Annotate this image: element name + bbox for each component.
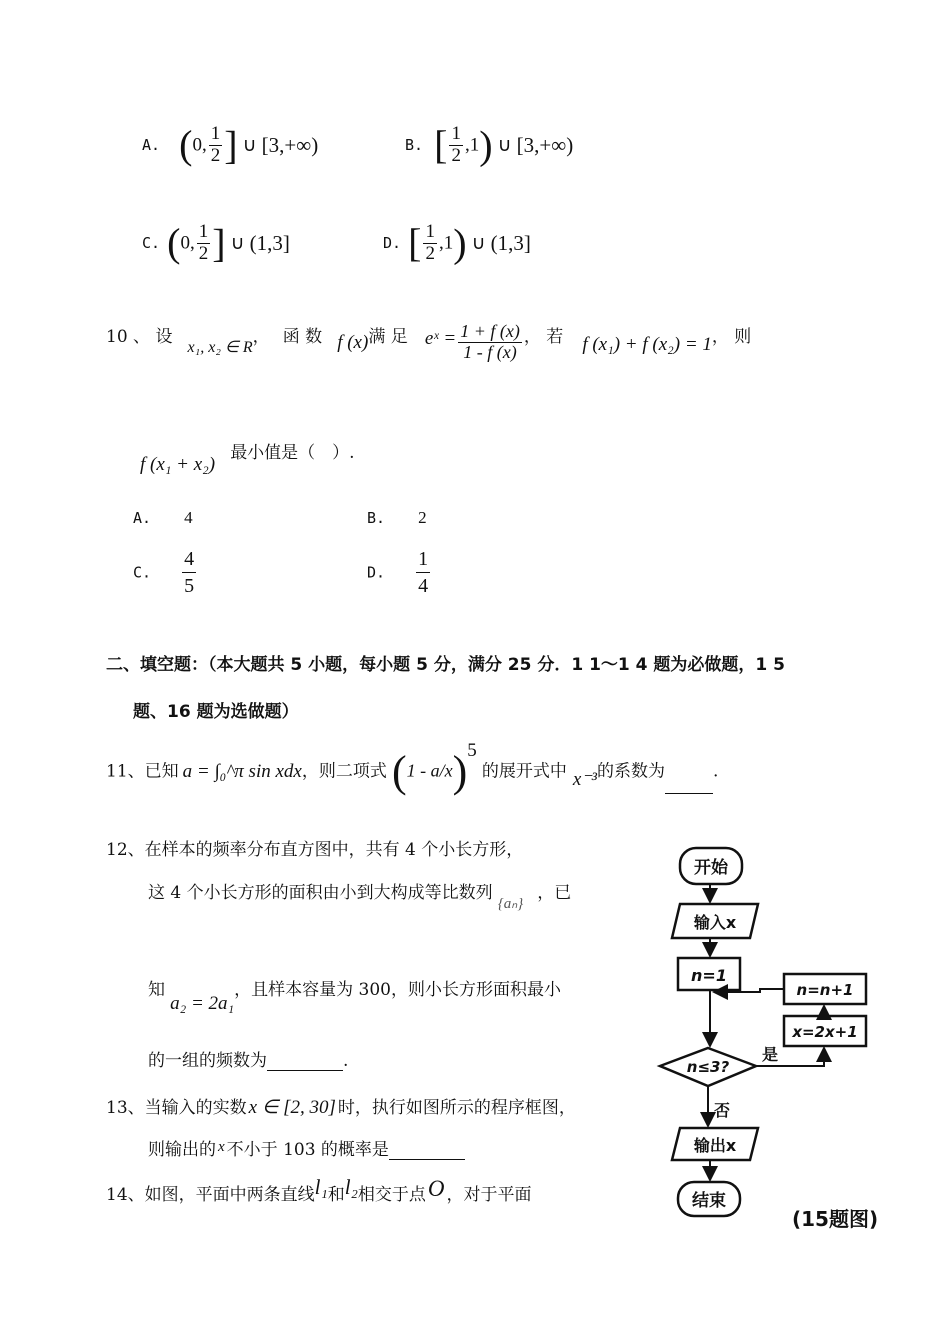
- q10-option-b: B. 2: [367, 508, 427, 527]
- q13-line2: 则输出的 x 不小于 103 的概率是: [148, 1135, 465, 1160]
- q14-line1: 14、如图，平面中两条直线l₁和l₂相交于点O ，对于平面: [106, 1175, 532, 1205]
- option-label: A.: [142, 135, 161, 154]
- section-heading-cont: 题、16 题为选做题）: [133, 702, 299, 722]
- option-label: D.: [383, 233, 402, 252]
- q9-option-c: C. (0, $\frac{1}{2}$ ] ∪ (1,3]: [142, 220, 290, 266]
- q10-option-d: D. $\frac{1}{4}$: [367, 548, 429, 597]
- q10-line2: f (x₁ + x₂) 最小值是（ ）.: [140, 443, 355, 475]
- q9-option-a: A. (0, $\frac{1}{2}$ ] ∪ [3,+∞): [142, 122, 319, 168]
- condition-expr: a₂ = 2a₁: [170, 993, 235, 1014]
- flow-caption: (15题图): [792, 1207, 879, 1231]
- question-number: 10 、 设: [106, 327, 173, 347]
- flow-input-label: 输入x: [693, 913, 737, 932]
- flow-output-label: 输出x: [693, 1136, 737, 1155]
- q12-line2: 这 4 个小长方形的面积由小到大构成等比数列 {aₙ}，已: [148, 883, 572, 912]
- sequence-symbol: {aₙ}: [497, 896, 524, 912]
- flow-update-x-label: x=2x+1: [792, 1023, 858, 1041]
- q13-line1: 13、当输入的实数 x ∈ [2, 30] 时，执行如图所示的程序框图，: [106, 1097, 576, 1118]
- fraction: $\frac{1}{4}$: [418, 548, 429, 597]
- option-label: B.: [405, 135, 424, 154]
- fraction: $\frac{1}{2}$: [451, 123, 461, 166]
- flow-start-label: 开始: [694, 858, 728, 878]
- flow-end-label: 结束: [692, 1191, 726, 1211]
- fraction: $\frac{1}{2}$: [425, 221, 435, 264]
- q12-line4: 的一组的频数为 .: [148, 1051, 349, 1071]
- answer-blank[interactable]: [267, 1070, 343, 1071]
- flow-init-label: n=1: [691, 966, 727, 985]
- flowchart: [650, 840, 910, 1240]
- fraction: $\frac{1 + f (x)}{1 - f (x)}$: [460, 321, 520, 362]
- fraction: $\frac{4}{5}$: [184, 548, 195, 597]
- flow-decision-label: n≤3?: [686, 1058, 730, 1076]
- binomial-expr: 1 - a/x: [406, 760, 453, 781]
- q11: 11、已知 a = ∫₀^π sin xdx，则二项式 (1 - a/x)$^5$ 的展开式中 x⁻³的系数为 .: [106, 740, 719, 796]
- range-expr: x ∈ [2, 30]: [248, 1097, 336, 1118]
- answer-blank[interactable]: [389, 1159, 465, 1160]
- flow-update-n-label: n=n+1: [796, 981, 854, 999]
- q12-line3: 知 a₂ = 2a₁，且样本容量为 300，则小长方形面积最小: [148, 980, 561, 1014]
- answer-blank[interactable]: [665, 793, 713, 794]
- integral-expr: a = ∫₀^π sin xdx: [182, 760, 302, 782]
- q12-line1: 12、在样本的频率分布直方图中，共有 4 个小长方形，: [106, 840, 524, 860]
- section-heading: 二、填空题：（本大题共 5 小题，每小题 5 分，满分 25 分．1 1～1 4 题为必做题，1 5: [106, 655, 785, 675]
- flow-yes-label: 是: [762, 1045, 779, 1064]
- fraction: $\frac{1}{2}$: [198, 221, 209, 264]
- q10-option-c: C. $\frac{4}{5}$: [133, 548, 195, 597]
- q9-option-b: B. [ $\frac{1}{2}$ ,1) ∪ [3,+∞): [405, 122, 574, 168]
- fraction: $\frac{1}{2}$: [210, 123, 221, 166]
- q10-option-a: A. 4: [133, 508, 193, 527]
- option-label: C.: [142, 233, 161, 252]
- flow-no-label: 否: [714, 1101, 731, 1120]
- q10-stem: 10 、 设 x₁, x₂ ∈ R， 函 数 f (x)满 足 eˣ = $\frac{1 + f (x)}{1 - f (x)}$ ， 若 f (x₁) + f (x₂) = 1， 则: [106, 321, 752, 362]
- q9-option-d: D. [ $\frac{1}{2}$ ,1) ∪ (1,3]: [383, 220, 531, 266]
